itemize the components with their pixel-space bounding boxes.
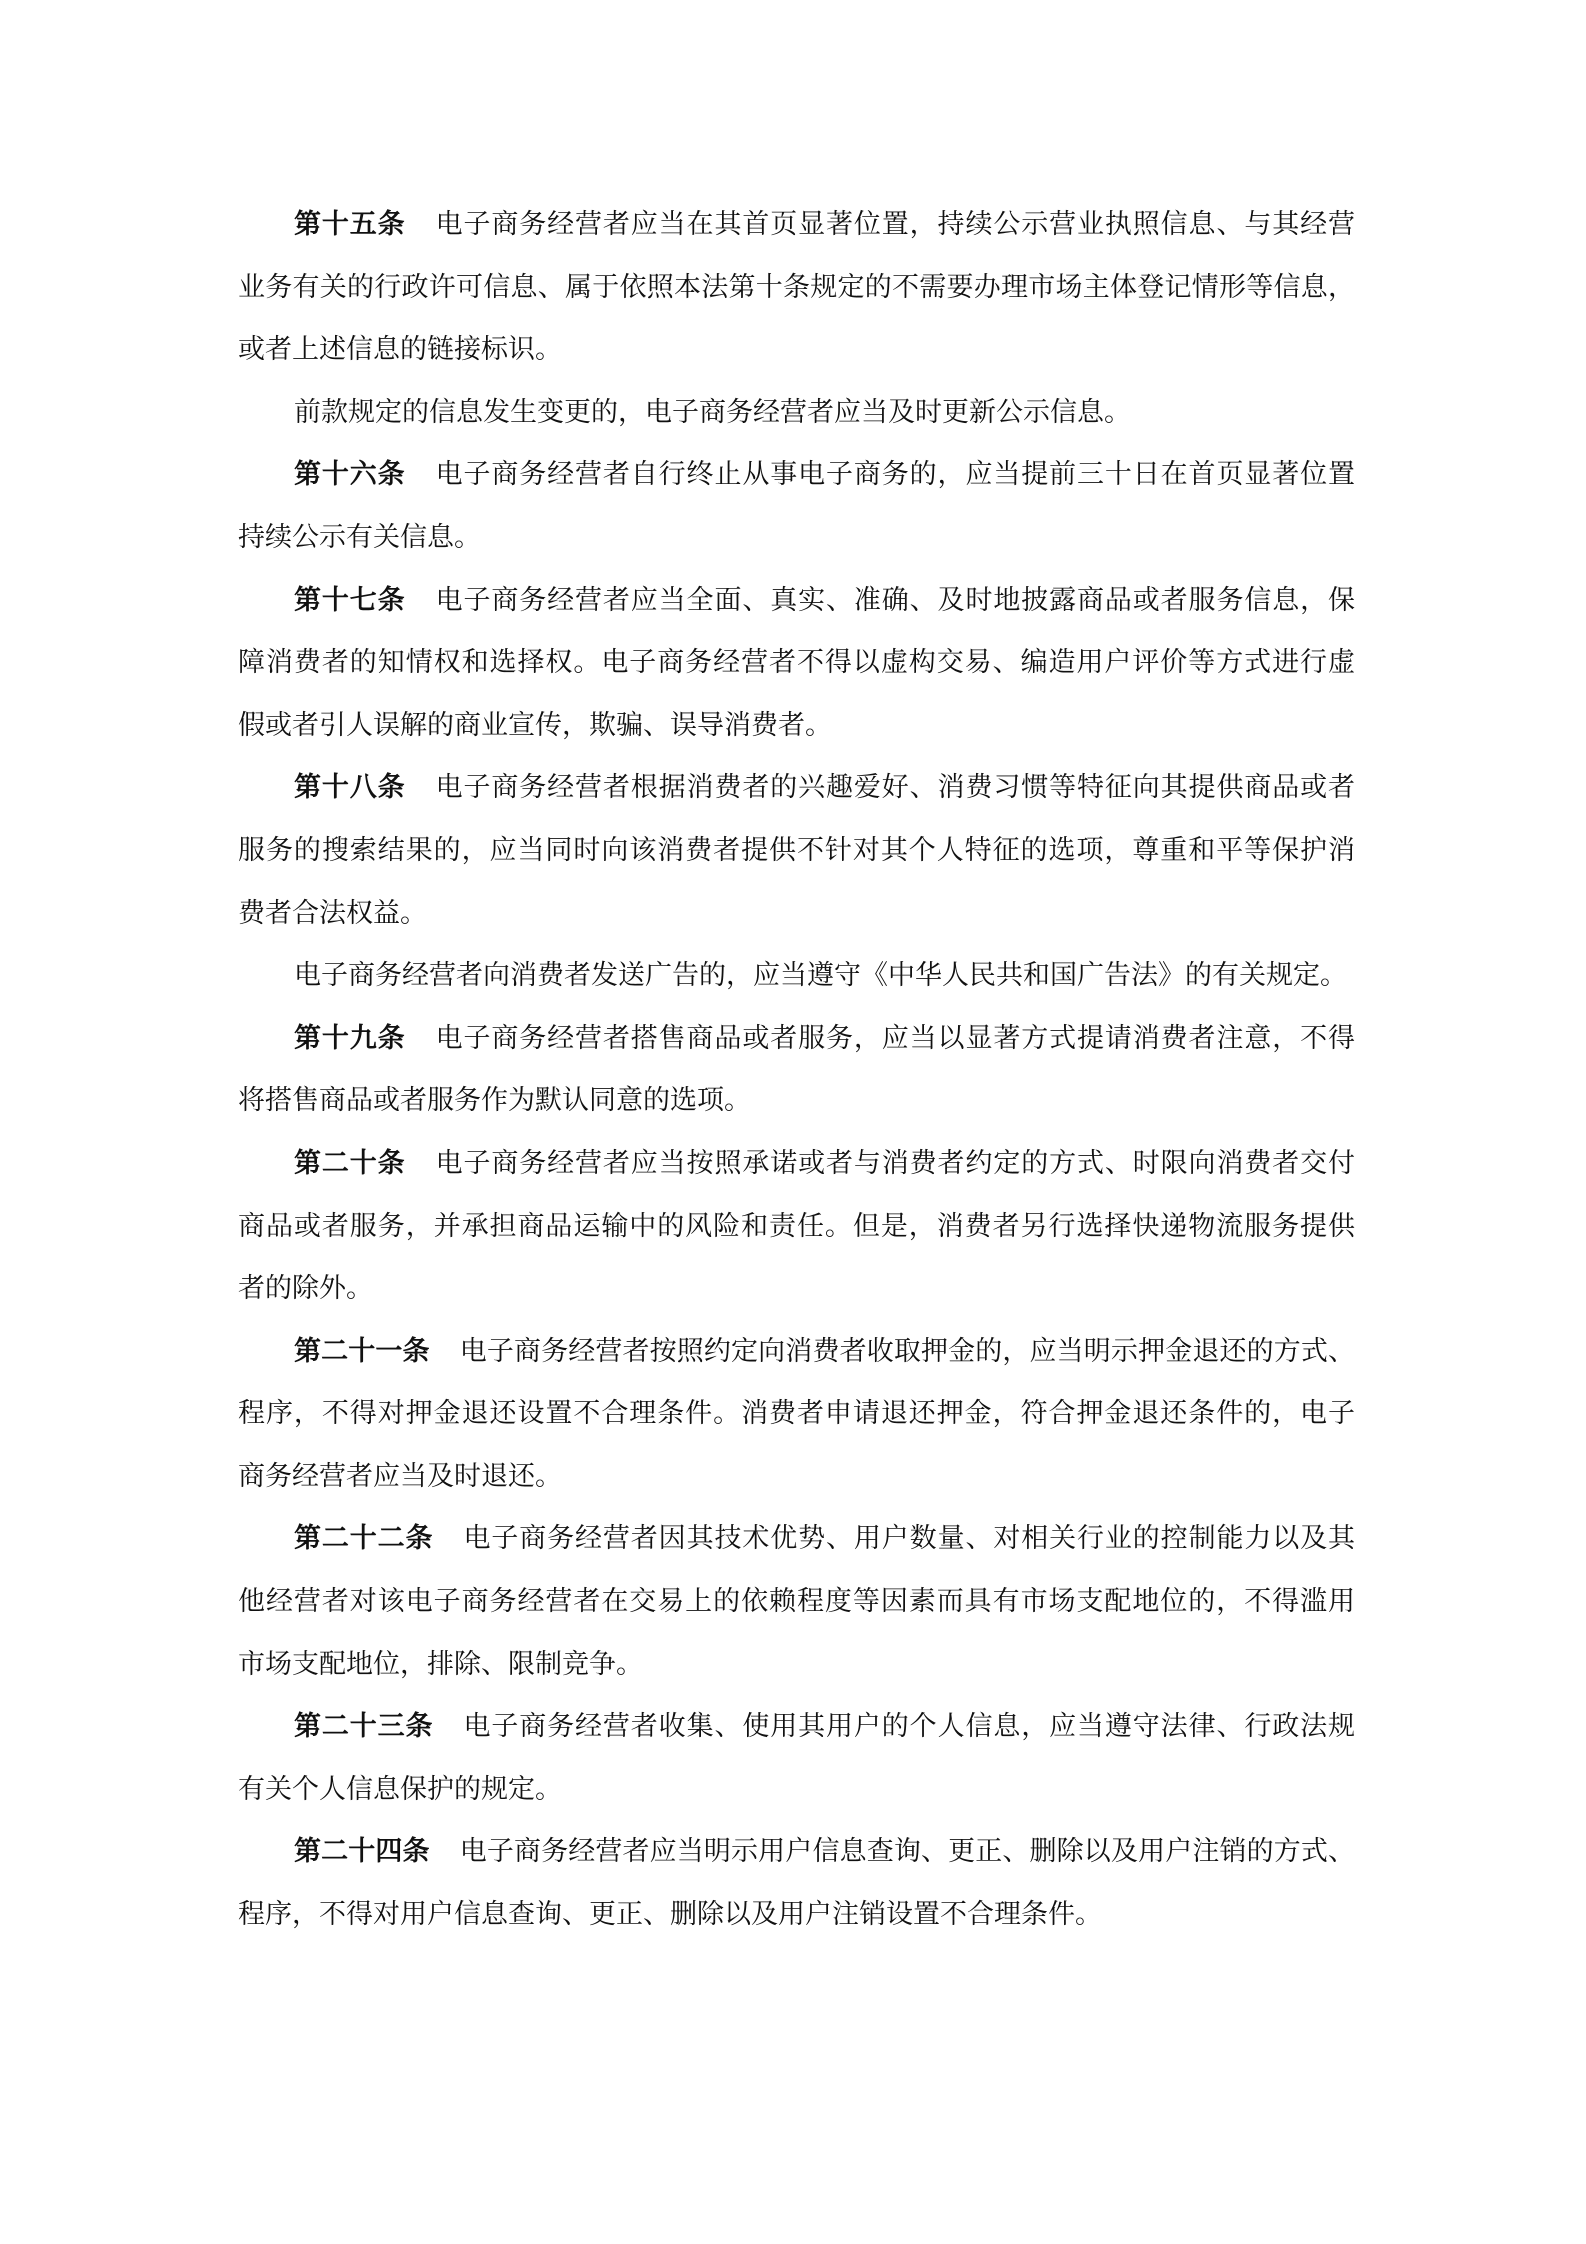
line-text: 假或者引人误解的商业宣传，欺骗、误导消费者。 — [238, 709, 832, 741]
line-text: 电子商务经营者向消费者发送广告的，应当遵守《中华人民共和国广告法》的有关规定。 — [294, 960, 1347, 992]
text-line — [238, 1008, 1355, 1071]
article-paragraph — [238, 1508, 1355, 1696]
article-heading: 第十五条 — [294, 209, 406, 240]
text-line — [238, 194, 1355, 257]
line-text: 业务有关的行政许可信息、属于依照本法第十条规定的不需要办理市场主体登记情形等信息， — [238, 271, 1355, 303]
text-line — [238, 1759, 1355, 1822]
text-line — [238, 444, 1355, 507]
article-heading: 第二十条 — [294, 1147, 406, 1179]
line-text: 费者合法权益。 — [238, 897, 427, 929]
text-line — [238, 319, 1355, 382]
article-paragraph — [238, 444, 1355, 569]
text-line — [238, 1070, 1355, 1133]
text-line — [238, 1508, 1355, 1571]
text-line — [238, 1196, 1355, 1259]
text-line — [238, 1634, 1355, 1697]
line-text: 他经营者对该电子商务经营者在交易上的依赖程度等因素而具有市场支配地位的，不得滥用 — [238, 1586, 1355, 1618]
line-text: 电子商务经营者应当全面、真实、准确、及时地披露商品或者服务信息，保 — [435, 584, 1356, 616]
text-line — [238, 1884, 1355, 1947]
line-text: 电子商务经营者搭售商品或者服务，应当以显著方式提请消费者注意，不得 — [435, 1022, 1356, 1054]
text-line — [238, 257, 1355, 320]
article-heading: 第二十四条 — [294, 1836, 430, 1868]
text-line — [238, 632, 1355, 695]
line-text: 电子商务经营者收集、使用其用户的个人信息，应当遵守法律、行政法规 — [463, 1711, 1356, 1743]
text-line — [238, 1383, 1355, 1446]
line-text: 者的除外。 — [238, 1273, 373, 1305]
text-line — [238, 570, 1355, 633]
text-line — [238, 382, 1355, 445]
text-line — [238, 883, 1355, 946]
text-line — [238, 1821, 1355, 1884]
text-line — [238, 1696, 1355, 1759]
line-text: 将搭售商品或者服务作为默认同意的选项。 — [238, 1085, 751, 1117]
article-heading: 第二十二条 — [294, 1523, 434, 1555]
text-line — [238, 695, 1355, 758]
line-text: 电子商务经营者按照约定向消费者收取押金的，应当明示押金退还的方式、 — [459, 1335, 1356, 1367]
text-line — [238, 945, 1355, 1008]
article-paragraph — [238, 570, 1355, 758]
line-text: 或者上述信息的链接标识。 — [238, 334, 562, 366]
text-line — [238, 1571, 1355, 1634]
line-text: 服务的搜索结果的，应当同时向该消费者提供不针对其个人特征的选项，尊重和平等保护消 — [238, 834, 1355, 866]
line-text: 电子商务经营者应当按照承诺或者与消费者约定的方式、时限向消费者交付 — [435, 1147, 1356, 1179]
article-heading: 第十六条 — [294, 459, 406, 491]
text-line — [238, 1321, 1355, 1384]
line-text: 电子商务经营者应当在其首页显著位置，持续公示营业执照信息、与其经营 — [435, 209, 1356, 240]
article-paragraph — [238, 1008, 1355, 1133]
line-text: 有关个人信息保护的规定。 — [238, 1773, 562, 1805]
text-line — [238, 1446, 1355, 1509]
article-heading: 第二十三条 — [294, 1711, 434, 1743]
article-heading: 第十七条 — [294, 584, 406, 616]
document-body — [238, 194, 1355, 1947]
article-paragraph — [238, 945, 1355, 1008]
article-paragraph — [238, 757, 1355, 945]
line-text: 电子商务经营者自行终止从事电子商务的，应当提前三十日在首页显著位置 — [435, 459, 1356, 491]
text-line — [238, 1258, 1355, 1321]
article-paragraph — [238, 194, 1355, 382]
line-text: 持续公示有关信息。 — [238, 521, 481, 553]
line-text: 电子商务经营者应当明示用户信息查询、更正、删除以及用户注销的方式、 — [459, 1836, 1356, 1868]
article-paragraph — [238, 1821, 1355, 1946]
text-line — [238, 757, 1355, 820]
article-paragraph — [238, 1133, 1355, 1321]
line-text: 程序，不得对用户信息查询、更正、删除以及用户注销设置不合理条件。 — [238, 1899, 1102, 1931]
line-text: 电子商务经营者因其技术优势、用户数量、对相关行业的控制能力以及其 — [463, 1523, 1356, 1555]
article-heading: 第十九条 — [294, 1022, 406, 1054]
line-text: 障消费者的知情权和选择权。电子商务经营者不得以虚构交易、编造用户评价等方式进行虚 — [238, 647, 1355, 679]
text-line — [238, 1133, 1355, 1196]
line-text: 程序，不得对押金退还设置不合理条件。消费者申请退还押金，符合押金退还条件的，电子 — [238, 1398, 1355, 1430]
text-line — [238, 820, 1355, 883]
line-text: 商务经营者应当及时退还。 — [238, 1460, 562, 1492]
line-text: 电子商务经营者根据消费者的兴趣爱好、消费习惯等特征向其提供商品或者 — [435, 772, 1356, 804]
line-text: 商品或者服务，并承担商品运输中的风险和责任。但是，消费者另行选择快递物流服务提供 — [238, 1210, 1355, 1242]
line-text: 前款规定的信息发生变更的，电子商务经营者应当及时更新公示信息。 — [294, 396, 1131, 428]
article-heading: 第十八条 — [294, 772, 406, 804]
article-paragraph — [238, 1321, 1355, 1509]
article-paragraph — [238, 1696, 1355, 1821]
line-text: 市场支配地位，排除、限制竞争。 — [238, 1648, 643, 1680]
article-heading: 第二十一条 — [294, 1335, 430, 1367]
text-line — [238, 507, 1355, 570]
article-paragraph — [238, 382, 1355, 445]
